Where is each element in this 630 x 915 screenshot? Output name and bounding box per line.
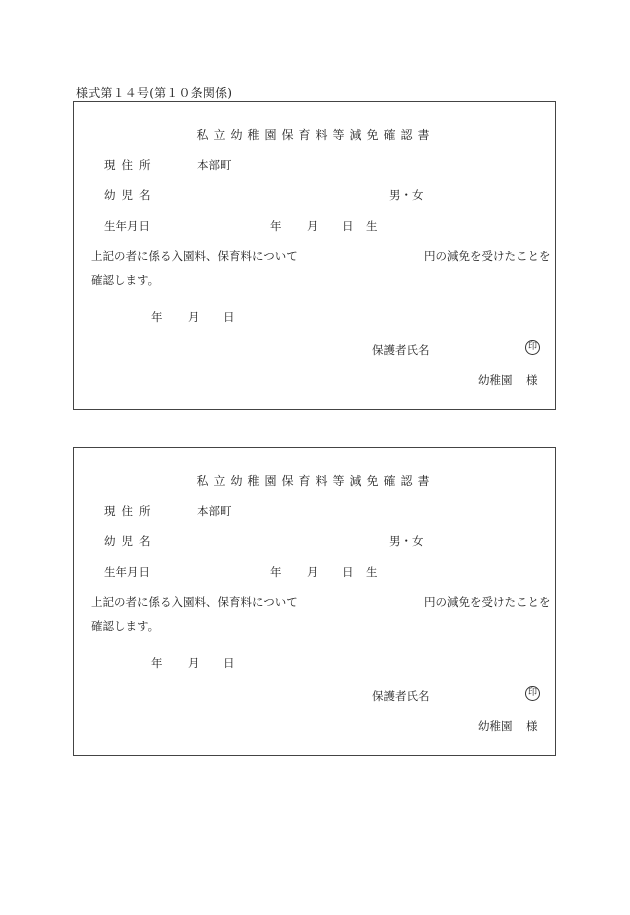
body-text-line1-right: 円の減免を受けたことを bbox=[424, 595, 551, 609]
body-text-line2: 確認します。 bbox=[91, 273, 160, 287]
kindergarten-label: 幼稚園 bbox=[478, 719, 513, 733]
birth-born-suffix: 生 bbox=[366, 219, 378, 233]
honorific-label: 様 bbox=[526, 719, 538, 733]
birthdate-label: 生年月日 bbox=[104, 565, 150, 579]
child-name-label: 幼児名 bbox=[104, 534, 157, 548]
birth-month-unit: 月 bbox=[307, 219, 319, 233]
address-label: 現住所 bbox=[104, 504, 157, 518]
body-text-line2: 確認します。 bbox=[91, 619, 160, 633]
gender-choice: 男・女 bbox=[389, 534, 424, 548]
birth-born-suffix: 生 bbox=[366, 565, 378, 579]
form-number: 様式第１４号(第１０条関係) bbox=[76, 86, 233, 100]
date-day-unit: 日 bbox=[223, 656, 235, 670]
date-year-unit: 年 bbox=[151, 310, 163, 324]
kindergarten-label: 幼稚園 bbox=[478, 373, 513, 387]
birth-year-unit: 年 bbox=[270, 219, 282, 233]
address-value: 本部町 bbox=[197, 504, 232, 518]
body-text-line1-left: 上記の者に係る入園料、保育料について bbox=[91, 595, 298, 609]
guardian-name-label: 保護者氏名 bbox=[372, 343, 430, 357]
birthdate-label: 生年月日 bbox=[104, 219, 150, 233]
body-text-line1-left: 上記の者に係る入園料、保育料について bbox=[91, 249, 298, 263]
form-title: 私立幼稚園保育料等減免確認書 bbox=[196, 128, 435, 142]
confirmation-form-2 bbox=[73, 447, 556, 756]
child-name-label: 幼児名 bbox=[104, 188, 157, 202]
birth-day-unit: 日 bbox=[342, 565, 354, 579]
confirmation-form-1 bbox=[73, 101, 556, 410]
honorific-label: 様 bbox=[526, 373, 538, 387]
birth-month-unit: 月 bbox=[307, 565, 319, 579]
date-month-unit: 月 bbox=[188, 656, 200, 670]
gender-choice: 男・女 bbox=[389, 188, 424, 202]
date-day-unit: 日 bbox=[223, 310, 235, 324]
body-text-line1-right: 円の減免を受けたことを bbox=[424, 249, 551, 263]
seal-mark-icon: 印 bbox=[525, 686, 540, 701]
address-label: 現住所 bbox=[104, 158, 157, 172]
date-month-unit: 月 bbox=[188, 310, 200, 324]
form-title: 私立幼稚園保育料等減免確認書 bbox=[196, 474, 435, 488]
date-year-unit: 年 bbox=[151, 656, 163, 670]
guardian-name-label: 保護者氏名 bbox=[372, 689, 430, 703]
seal-mark-icon: 印 bbox=[525, 340, 540, 355]
address-value: 本部町 bbox=[197, 158, 232, 172]
birth-year-unit: 年 bbox=[270, 565, 282, 579]
birth-day-unit: 日 bbox=[342, 219, 354, 233]
